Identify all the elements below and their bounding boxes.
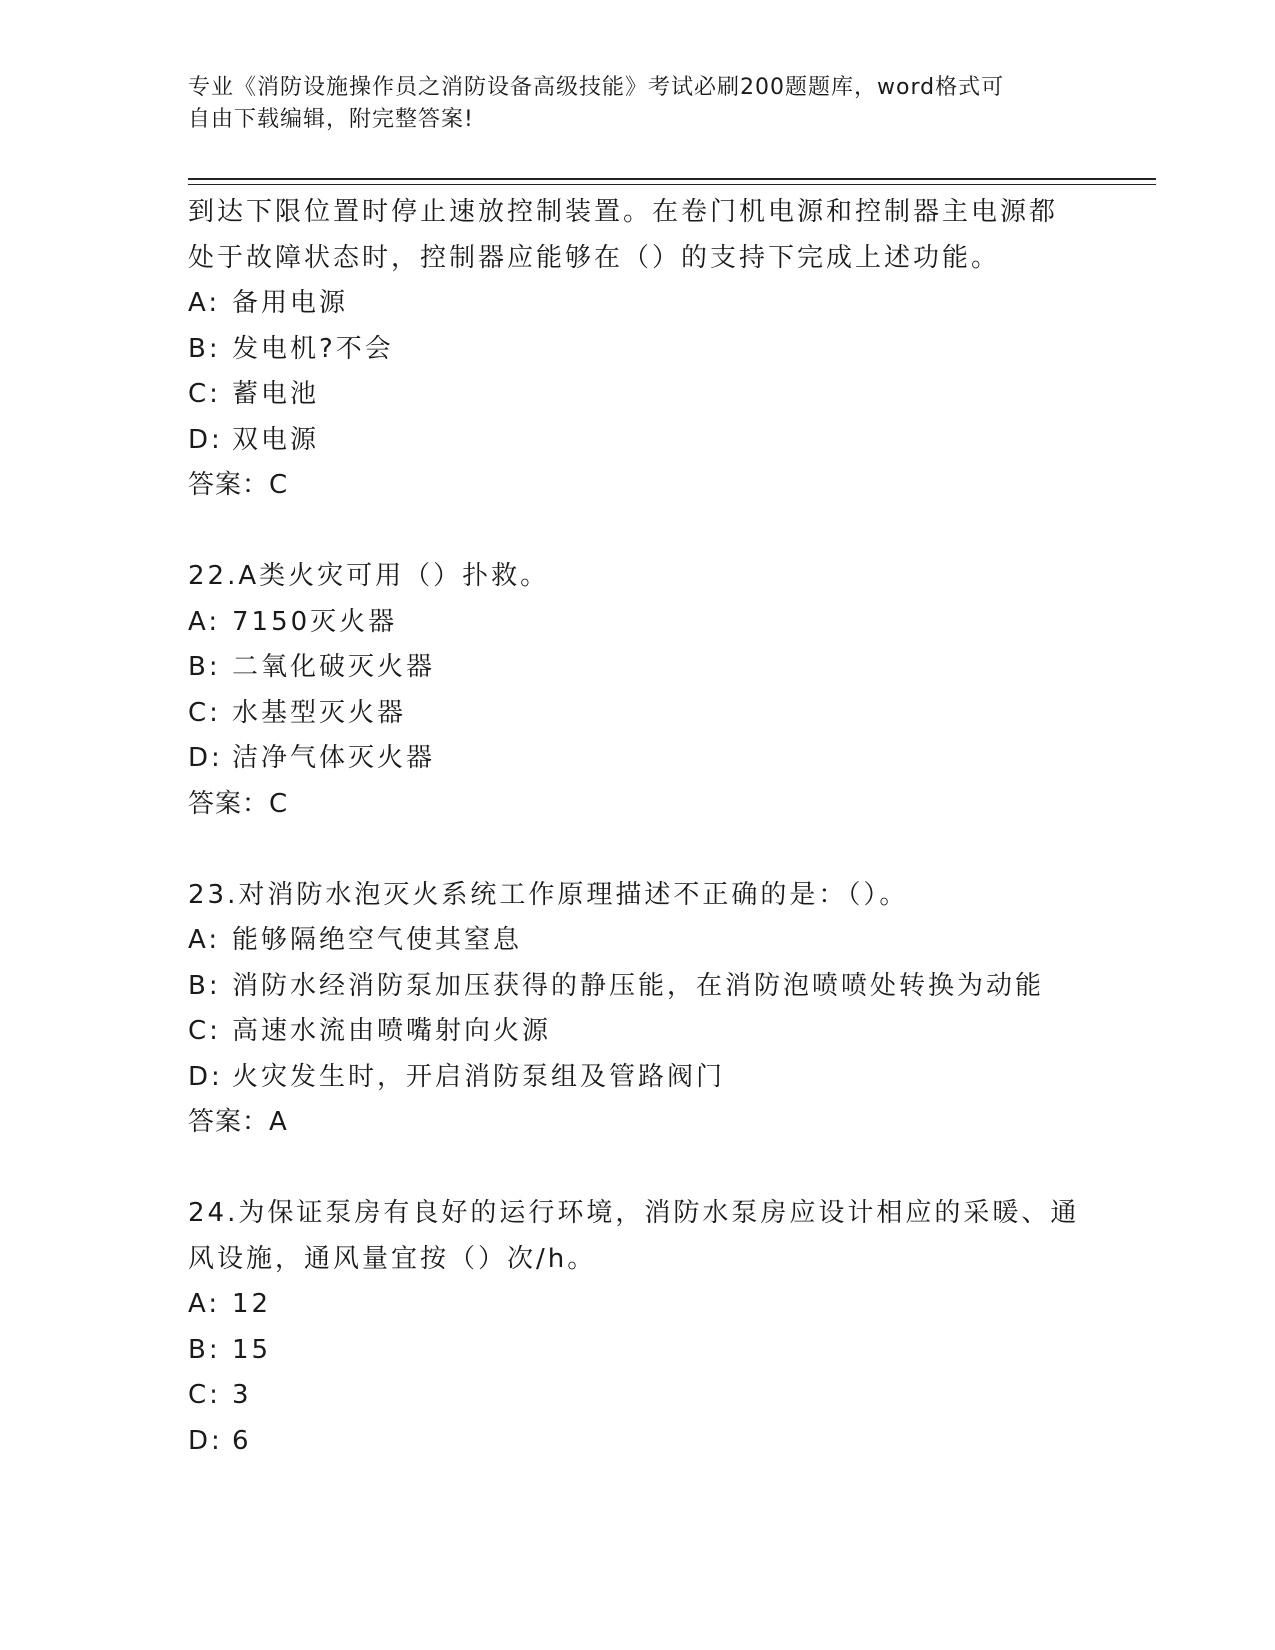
option-letter: D: [188, 1061, 223, 1092]
spacer [188, 827, 1088, 873]
answer: 答案：A [188, 1107, 288, 1137]
option-letter: D: [188, 424, 223, 455]
option-b [188, 1328, 1088, 1374]
option-a [188, 918, 1088, 964]
option-text: 3 [232, 1380, 252, 1410]
option-text: 7150灭火器 [232, 606, 398, 637]
option-letter: C: [188, 1016, 221, 1046]
option-letter: C: [188, 697, 221, 728]
document-header [188, 72, 1088, 136]
question-text: 24.为保证泵房有良好的运行环境，消防水泵房应设计相应的采暖、通 [188, 1198, 1080, 1228]
answer: 答案：C [188, 470, 289, 500]
option-d [188, 418, 1088, 464]
option-letter: A: [188, 288, 221, 318]
question-24 [188, 1191, 1088, 1464]
option-letter: B: [188, 970, 221, 1001]
header-title-line1: 专业《消防设施操作员之消防设备高级技能》考试必刷200题题库，word格式可 [188, 75, 1005, 100]
option-b [188, 327, 1088, 373]
option-letter: A: [188, 925, 221, 955]
option-c [188, 691, 1088, 737]
option-text: 二氧化破灭火器 [232, 652, 436, 682]
option-text: 高速水流由喷嘴射向火源 [232, 1016, 552, 1046]
header-title-line2: 自由下载编辑，附完整答案! [188, 107, 474, 132]
option-text: 火灾发生时，开启消防泵组及管路阀门 [232, 1061, 726, 1092]
option-text: 消防水经消防泵加压获得的静压能，在消防泡喷喷处转换为动能 [232, 970, 1045, 1001]
option-b [188, 645, 1088, 691]
question-23 [188, 873, 1088, 1146]
question-22 [188, 554, 1088, 827]
option-a [188, 281, 1088, 327]
option-text: 发电机?不会 [232, 333, 394, 364]
spacer [188, 1146, 1088, 1192]
option-text: 水基型灭火器 [232, 697, 407, 728]
option-letter: C: [188, 379, 221, 409]
option-letter: D: [188, 743, 223, 773]
option-c [188, 1009, 1088, 1055]
option-letter: A: [188, 1289, 221, 1319]
option-letter: D: [188, 1425, 223, 1456]
option-b [188, 964, 1088, 1010]
spacer [188, 509, 1088, 555]
option-text: 12 [232, 1289, 272, 1319]
option-a [188, 1282, 1088, 1328]
option-a [188, 600, 1088, 646]
option-text: 15 [232, 1334, 272, 1365]
option-text: 蓄电池 [232, 379, 320, 409]
option-letter: C: [188, 1380, 221, 1410]
option-text: 备用电源 [232, 288, 349, 318]
question-21 [188, 190, 1088, 509]
option-d [188, 1055, 1088, 1101]
question-text: 处于故障状态时，控制器应能够在（）的支持下完成上述功能。 [188, 242, 1001, 273]
question-text: 23.对消防水泡灭火系统工作原理描述不正确的是：（）。 [188, 879, 909, 910]
option-c [188, 1373, 1088, 1419]
header-divider-thin [188, 184, 1156, 185]
question-text: 到达下限位置时停止速放控制装置。在卷门机电源和控制器主电源都 [188, 197, 1059, 227]
option-text: 6 [232, 1425, 252, 1456]
option-letter: B: [188, 652, 221, 682]
option-d [188, 736, 1088, 782]
option-d [188, 1419, 1088, 1465]
option-letter: A: [188, 606, 221, 637]
option-text: 洁净气体灭火器 [232, 743, 436, 773]
question-text: 22.A类火灾可用（）扑救。 [188, 561, 550, 591]
option-text: 能够隔绝空气使其窒息 [232, 925, 523, 955]
option-letter: B: [188, 333, 221, 364]
header-divider-thick [188, 178, 1156, 180]
option-letter: B: [188, 1334, 221, 1365]
document-body [188, 190, 1088, 1464]
answer: 答案：C [188, 788, 289, 819]
option-c [188, 372, 1088, 418]
option-text: 双电源 [232, 424, 320, 455]
question-text: 风设施，通风量宜按（）次/h。 [188, 1243, 597, 1274]
